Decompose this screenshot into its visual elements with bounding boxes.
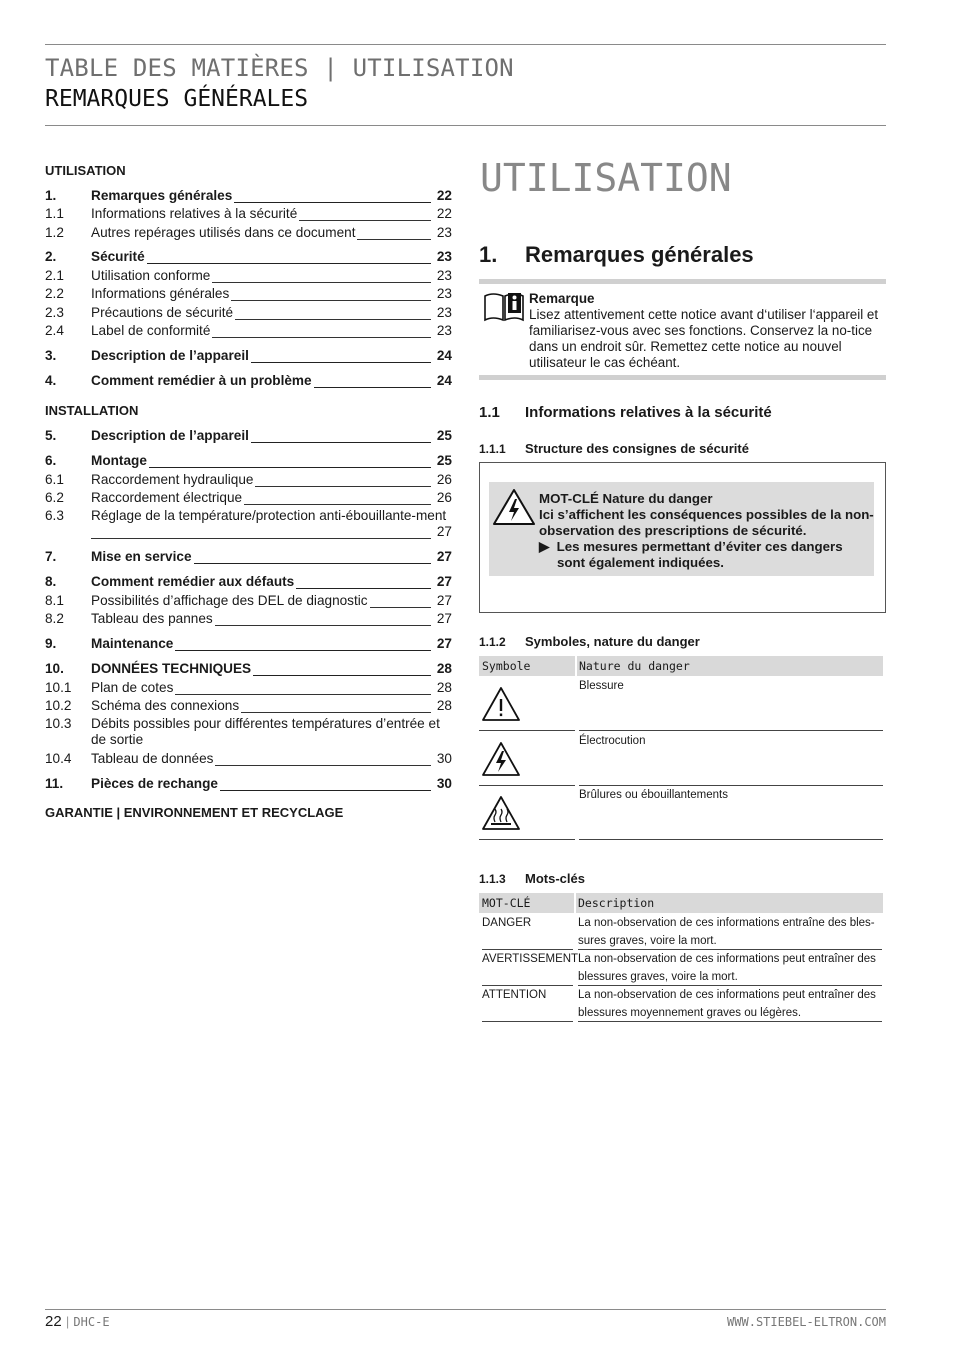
- symbol-row-divider: [479, 839, 575, 840]
- danger-keyword: MOT-CLÉ Nature du danger: [539, 491, 713, 506]
- toc-entry[interactable]: [45, 206, 452, 222]
- toc-entry-number: 3.: [45, 348, 57, 363]
- section-number: 1.1.3: [479, 872, 506, 886]
- section-heading-1: [479, 242, 754, 268]
- toc-entry-number: 7.: [45, 549, 57, 564]
- section-number: 1.: [479, 242, 498, 267]
- toc-entry[interactable]: [45, 373, 452, 389]
- toc-section-garantie: GARANTIE | ENVIRONNEMENT ET RECYCLAGE: [45, 805, 344, 820]
- header-rule-bottom: [45, 125, 886, 126]
- toc-entry-number: 4.: [45, 373, 57, 388]
- keyword-cell: DANGER: [482, 917, 532, 929]
- note-text: Lisez attentivement cette notice avant d‘utiliser l‘appareil et familiarisez-vous avec ses fonctions. Conservez la no-tice dans un endroit sûr. Remettez cette notice au nouvel utilisateur le cas échéant.: [529, 307, 879, 370]
- toc-entry-label: Informations relatives à la sécurité: [91, 206, 298, 221]
- toc-entry-page: 27: [436, 593, 452, 608]
- section-title: Symboles, nature du danger: [525, 634, 700, 649]
- section-number: 1.1.2: [479, 635, 506, 649]
- toc-entry-number: 2.: [45, 249, 57, 264]
- toc-entry-page: 24: [436, 348, 452, 363]
- toc-entry[interactable]: [45, 776, 452, 792]
- section-number: 1.1.1: [479, 442, 506, 456]
- keyword-table-header: [479, 893, 883, 913]
- toc-entry-number: 6.1: [45, 472, 64, 487]
- toc-entry-label: Pièces de rechange: [91, 776, 218, 791]
- electric-hazard-icon: [481, 741, 521, 777]
- footer-separator: |: [65, 1314, 70, 1329]
- toc-entry-number: 10.3: [45, 716, 72, 731]
- toc-entry[interactable]: [45, 611, 452, 627]
- keyword-cell: ATTENTION: [482, 989, 547, 1001]
- toc-entry-label: Label de conformité: [91, 323, 211, 338]
- toc-entry[interactable]: [45, 225, 452, 241]
- toc-entry-page: 28: [436, 698, 452, 713]
- toc-entry[interactable]: [45, 472, 452, 488]
- symbol-row-divider: [479, 785, 575, 786]
- toc-entry-number: 2.2: [45, 286, 64, 301]
- toc-entry-label: Débits possibles pour différentes températures d’entrée et de sortie: [91, 716, 453, 748]
- toc-entry-page: 27: [436, 524, 452, 539]
- toc-entry-label: Maintenance: [91, 636, 174, 651]
- toc-entry[interactable]: [45, 593, 452, 609]
- toc-entry-number: 10.4: [45, 751, 72, 766]
- section-heading-1-1-1: [479, 441, 749, 456]
- toc-entry-number: 6.2: [45, 490, 64, 505]
- toc-entry-page: 25: [436, 453, 452, 468]
- toc-entry-number: 6.: [45, 453, 57, 468]
- section-heading-1-1-2: [479, 634, 700, 649]
- note-bar-top: [479, 279, 886, 284]
- toc-entry[interactable]: [45, 188, 452, 204]
- toc-entry[interactable]: [45, 716, 452, 748]
- symbol-row-divider: [579, 839, 883, 840]
- toc-entry-label: Possibilités d’affichage des DEL de diagnostic: [91, 593, 368, 608]
- note-block: [529, 291, 889, 371]
- toc-entry[interactable]: [45, 286, 452, 302]
- toc-entry[interactable]: [45, 323, 452, 339]
- toc-entry[interactable]: [45, 508, 452, 540]
- toc-entry[interactable]: [45, 698, 452, 714]
- warning-exclamation-icon: [481, 686, 521, 722]
- toc-entry-label: Description de l’appareil: [91, 348, 249, 363]
- danger-col-header: Nature du danger: [579, 659, 690, 673]
- toc-entry-label: Comment remédier aux défauts: [91, 574, 295, 589]
- toc-entry-label: Tableau de données: [91, 751, 214, 766]
- toc-entry-label: Réglage de la température/protection anti-ébouillante-ment: [91, 508, 453, 524]
- toc-entry-number: 2.4: [45, 323, 64, 338]
- symbol-col-header: Symbole: [482, 659, 531, 673]
- section-title: Remarques générales: [525, 242, 754, 267]
- section-title: Structure des consignes de sécurité: [525, 441, 749, 456]
- toc-entry[interactable]: [45, 661, 452, 677]
- toc-entry-label: Description de l’appareil: [91, 428, 249, 443]
- toc-entry-number: 1.2: [45, 225, 64, 240]
- keyword-col-header: MOT-CLÉ: [482, 896, 531, 910]
- toc-entry-number: 6.3: [45, 508, 64, 523]
- symbol-row-text: Blessure: [579, 680, 624, 692]
- toc-entry-page: 28: [436, 661, 452, 676]
- symbol-row-text: Brûlures ou ébouillantements: [579, 789, 728, 801]
- toc-entry-label: Schéma des connexions: [91, 698, 240, 713]
- toc-entry[interactable]: [45, 680, 452, 696]
- document-code: DHC-E: [73, 1315, 110, 1329]
- description-cell: La non-observation de ces informations peut entraîner des blessures graves, voire la mort.: [578, 953, 876, 983]
- toc-section-installation: INSTALLATION: [45, 403, 139, 418]
- toc-entry[interactable]: [45, 490, 452, 506]
- toc-entry-page: 26: [436, 472, 452, 487]
- toc-entry[interactable]: [45, 549, 452, 565]
- toc-entry-page: 28: [436, 680, 452, 695]
- toc-entry-label: Raccordement hydraulique: [91, 472, 254, 487]
- toc-entry[interactable]: [45, 305, 452, 321]
- toc-entry-number: 2.3: [45, 305, 64, 320]
- toc-entry-page: 27: [436, 611, 452, 626]
- toc-entry[interactable]: [45, 428, 452, 444]
- toc-entry-page: 27: [436, 574, 452, 589]
- hot-surface-icon: [481, 795, 521, 831]
- description-col-header: Description: [578, 896, 655, 910]
- toc-entry[interactable]: [45, 636, 452, 652]
- toc-entry-page: 23: [436, 225, 452, 240]
- toc-entry-label: Comment remédier à un problème: [91, 373, 312, 388]
- toc-entry-label: Tableau des pannes: [91, 611, 213, 626]
- toc-entry-number: 5.: [45, 428, 57, 443]
- toc-entry[interactable]: [45, 348, 452, 364]
- toc-entry[interactable]: [45, 574, 452, 590]
- toc-entry-label: Raccordement électrique: [91, 490, 243, 505]
- toc-entry-label: Utilisation conforme: [91, 268, 211, 283]
- symbol-row-divider: [579, 730, 883, 731]
- section-title: Mots-clés: [525, 871, 585, 886]
- toc-entry-label: Sécurité: [91, 249, 145, 264]
- footer-rule: [45, 1309, 886, 1310]
- header-rule-top: [45, 44, 886, 45]
- header-subtitle: REMARQUES GÉNÉRALES: [45, 86, 309, 112]
- toc-entry-page: 27: [436, 549, 452, 564]
- note-bar-bottom: [479, 375, 886, 380]
- toc-entry[interactable]: [45, 249, 452, 265]
- toc-entry-page: 22: [436, 188, 452, 203]
- toc-entry-number: 8.2: [45, 611, 64, 626]
- symbol-row-text: Électrocution: [579, 735, 646, 747]
- toc-entry-page: 30: [436, 751, 452, 766]
- toc-entry-label: Mise en service: [91, 549, 192, 564]
- header-title: TABLE DES MATIÈRES | UTILISATION: [45, 54, 514, 82]
- toc-entry[interactable]: [45, 268, 452, 284]
- toc-entry[interactable]: [45, 751, 452, 767]
- toc-entry-number: 10.: [45, 661, 64, 676]
- description-cell: La non-observation de ces informations peut entraîner des blessures moyennement graves ou légères.: [578, 989, 876, 1019]
- toc-entry-number: 8.: [45, 574, 57, 589]
- toc-leader-line: [91, 538, 431, 539]
- toc-entry-label: Informations générales: [91, 286, 230, 301]
- keyword-row-divider: [578, 1021, 882, 1022]
- symbol-table-header: [479, 656, 883, 676]
- electric-hazard-icon: [492, 488, 536, 526]
- description-cell: La non-observation de ces informations entraîne des bles-sures graves, voire la mort.: [578, 917, 875, 947]
- page-number: 22: [45, 1313, 62, 1330]
- toc-entry-page: 23: [436, 268, 452, 283]
- keyword-cell: AVERTISSEMENT: [482, 953, 579, 965]
- section-heading-1-1: [479, 404, 772, 421]
- toc-section-utilisation: UTILISATION: [45, 163, 126, 178]
- keyword-row-divider: [482, 1021, 573, 1022]
- footer-url: WWW.STIEBEL-ELTRON.COM: [727, 1315, 886, 1329]
- toc-entry-number: 1.1: [45, 206, 64, 221]
- toc-entry-label: DONNÉES TECHNIQUES: [91, 661, 252, 676]
- info-book-icon: [483, 290, 525, 322]
- section-title: Informations relatives à la sécurité: [525, 404, 772, 421]
- danger-measure: ▶ Les mesures permettant d’éviter ces dangers sont également indiquées.: [539, 539, 843, 570]
- toc-entry-label: Autres repérages utilisés dans ce document: [91, 225, 356, 240]
- danger-consequence: Ici s’affichent les conséquences possibles de la non-observation des prescriptions de sécurité.: [539, 507, 874, 538]
- toc-entry-number: 9.: [45, 636, 57, 651]
- toc-entry-page: 23: [436, 323, 452, 338]
- toc-entry-number: 8.1: [45, 593, 64, 608]
- footer-left: [45, 1313, 110, 1330]
- toc-entry-page: 23: [436, 249, 452, 264]
- section-heading-1-1-3: [479, 871, 585, 886]
- toc-entry-page: 25: [436, 428, 452, 443]
- danger-notice-text: [539, 491, 874, 571]
- toc-entry[interactable]: [45, 453, 452, 469]
- toc-entry-page: 26: [436, 490, 452, 505]
- toc-entry-number: 11.: [45, 776, 64, 791]
- symbol-row-divider: [479, 730, 575, 731]
- toc-entry-page: 22: [436, 206, 452, 221]
- toc-entry-number: 2.1: [45, 268, 64, 283]
- toc-entry-page: 30: [436, 776, 452, 791]
- note-title: Remarque: [529, 291, 595, 306]
- toc-entry-number: 1.: [45, 188, 57, 203]
- chapter-title: UTILISATION: [480, 156, 732, 200]
- toc-entry-number: 10.1: [45, 680, 72, 695]
- toc-entry-label: Montage: [91, 453, 147, 468]
- toc-entry-page: 24: [436, 373, 452, 388]
- toc-entry-label: Plan de cotes: [91, 680, 174, 695]
- toc-entry-label: Remarques générales: [91, 188, 233, 203]
- toc-entry-number: 10.2: [45, 698, 72, 713]
- danger-measure-text: Les mesures permettant d’éviter ces dangers sont également indiquées.: [556, 539, 843, 570]
- section-number: 1.1: [479, 404, 500, 421]
- toc-entry-page: 23: [436, 305, 452, 320]
- toc-entry-page: 23: [436, 286, 452, 301]
- toc-entry-label: Précautions de sécurité: [91, 305, 234, 320]
- toc-entry-page: 27: [436, 636, 452, 651]
